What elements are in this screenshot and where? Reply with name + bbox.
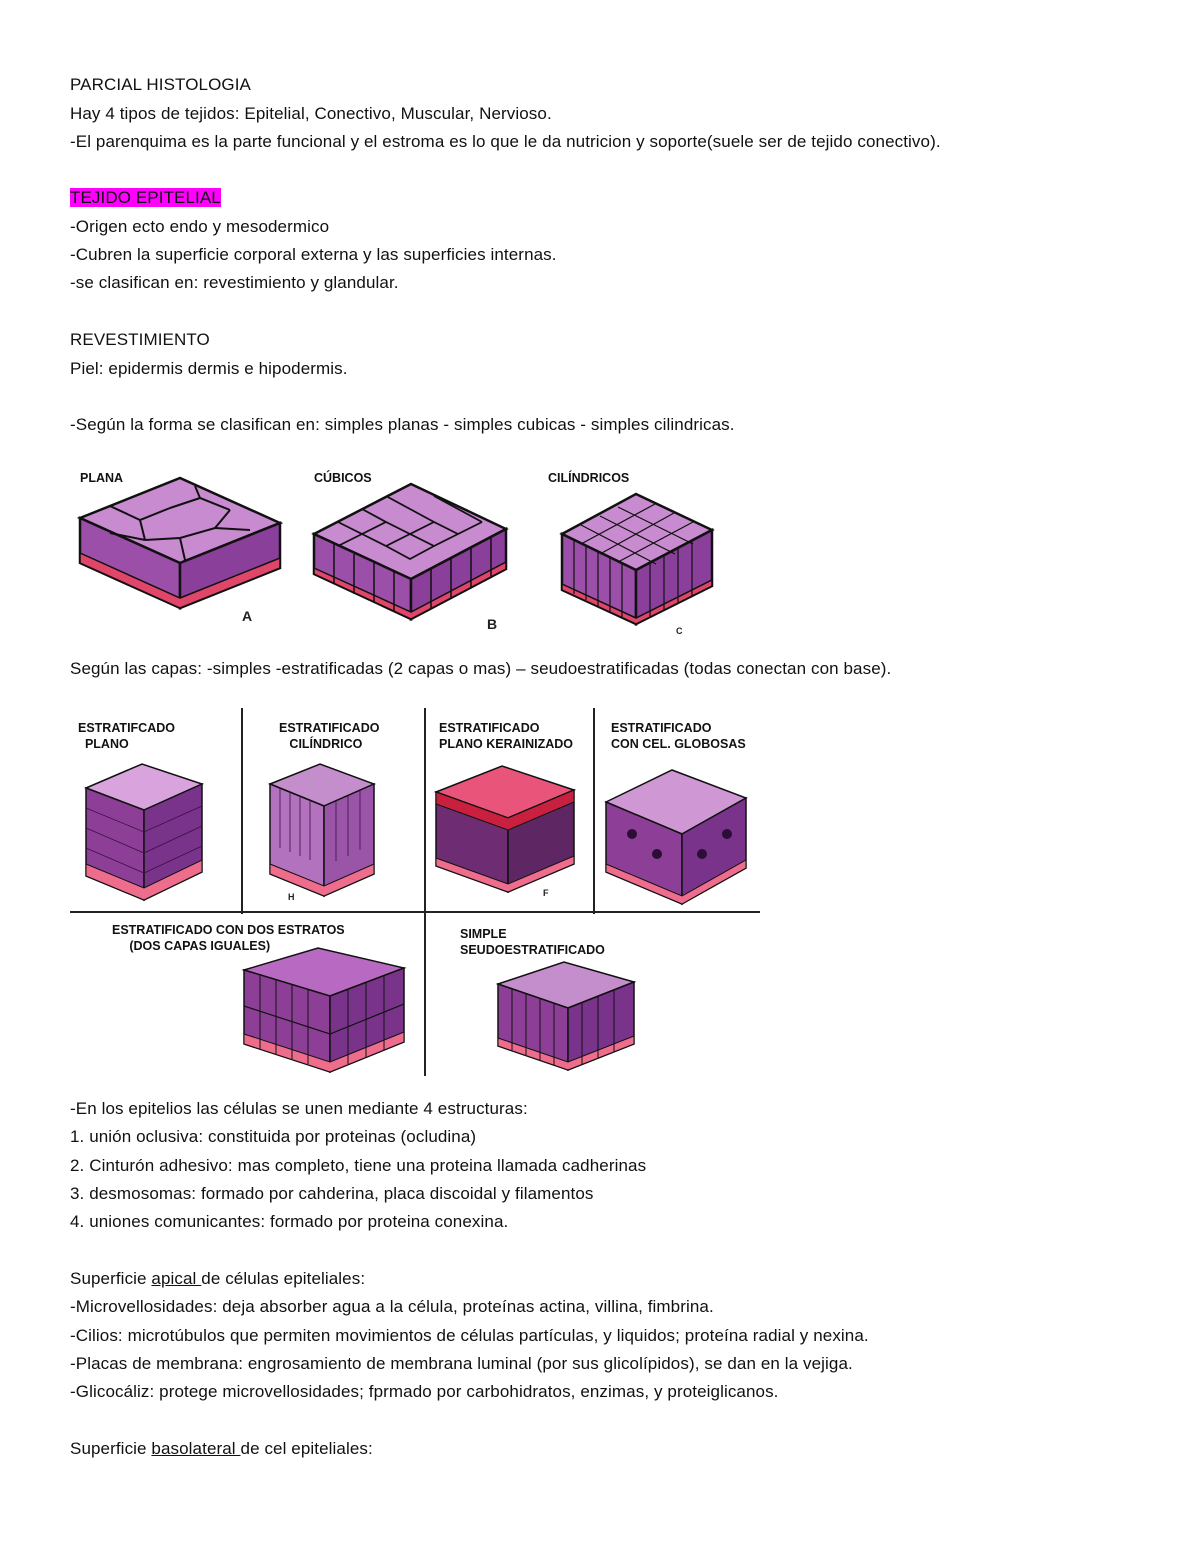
heading-text: Superficie: [70, 1269, 152, 1288]
figure-letter: C: [676, 626, 683, 636]
figure-label: ESTRATIFICADO CON DOS ESTRATOS (DOS CAPAS IGUALES): [112, 923, 345, 953]
tissue-block-cubicos: [306, 474, 526, 624]
text-line: -Según la forma se clasifican en: simples planas - simples cubicas - simples cilindricas.: [70, 415, 735, 434]
figure-label: SIMPLE SEUDOESTRATIFICADO: [460, 927, 605, 957]
figure-stratified-epithelia: [70, 708, 762, 1076]
subsection-heading-basolateral: [70, 1438, 373, 1460]
text-line: Hay 4 tipos de tejidos: Epitelial, Conectivo, Muscular, Nervioso.: [70, 104, 552, 123]
tissue-block-dos-estratos: [238, 944, 418, 1074]
tissue-block-estratificado-plano: [82, 758, 232, 908]
text-line: -Glicocáliz: protege microvellosidades; fprmado por carbohidratos, enzimas, y proteiglicanos.: [70, 1382, 779, 1401]
subsection-heading-apical: [70, 1268, 365, 1290]
figure-label: ESTRATIFICADO CON CEL. GLOBOSAS: [611, 721, 746, 751]
figure-letter: H: [288, 892, 295, 902]
highlighted-heading: TEJIDO EPITELIAL: [70, 188, 221, 207]
text-line: -Cubren la superficie corporal externa y las superficies internas.: [70, 245, 557, 264]
text-line: Piel: epidermis dermis e hipodermis.: [70, 359, 348, 378]
section-heading-revestimiento: REVESTIMIENTO: [70, 330, 210, 349]
text-line: Según las capas: -simples -estratificadas (2 capas o mas) – seudoestratificadas (todas conectan con base).: [70, 659, 892, 678]
heading-text: de células epiteliales:: [201, 1269, 366, 1288]
tissue-block-estratificado-cilindrico: [266, 762, 416, 912]
list-item: 2. Cinturón adhesivo: mas completo, tiene una proteina llamada cadherinas: [70, 1156, 647, 1175]
tissue-block-estratificado-queratinizado: [432, 762, 582, 912]
list-item: 1. unión oclusiva: constituida por proteinas (ocludina): [70, 1127, 477, 1146]
figure-letter: F: [543, 888, 549, 898]
text-line: -Origen ecto endo y mesodermico: [70, 217, 330, 236]
heading-text: Superficie: [70, 1439, 152, 1458]
tissue-block-seudoestratificado: [494, 958, 644, 1076]
figure-label: ESTRATIFICADO PLANO KERAINIZADO: [439, 721, 574, 751]
grid-divider: [593, 708, 595, 914]
list-item: 4. uniones comunicantes: formado por proteina conexina.: [70, 1212, 509, 1231]
section-heading-epitelial: [70, 187, 221, 209]
figure-label: CILÍNDRICOS: [548, 471, 630, 485]
heading-text: de cel epiteliales:: [240, 1439, 373, 1458]
text-line: -se clasifican en: revestimiento y glandular.: [70, 273, 399, 292]
figure-letter: B: [487, 616, 498, 632]
text-line: -Microvellosidades: deja absorber agua a la célula, proteínas actina, villina, fimbrina.: [70, 1297, 714, 1316]
grid-divider: [241, 708, 243, 914]
figure-simple-epithelia: [70, 460, 750, 640]
doc-title: PARCIAL HISTOLOGIA: [70, 75, 251, 94]
list-item: 3. desmosomas: formado por cahderina, placa discoidal y filamentos: [70, 1184, 594, 1203]
figure-label: PLANA: [80, 471, 124, 485]
tissue-block-estratificado-globosas: [602, 764, 752, 914]
text-line: -Cilios: microtúbulos que permiten movimientos de células partículas, y liquidos; proteína radial y nexina.: [70, 1326, 869, 1345]
figure-label: CÚBICOS: [314, 471, 372, 485]
figure-label: ESTRATIFCADO PLANO: [78, 721, 175, 751]
underlined-term: basolateral: [151, 1439, 241, 1458]
text-line: -Placas de membrana: engrosamiento de membrana luminal (por sus glicolípidos), se dan en la vejiga.: [70, 1354, 853, 1373]
tissue-block-plana: [70, 468, 290, 618]
underlined-term: apical: [151, 1269, 202, 1288]
text-line: -El parenquima es la parte funcional y el estroma es lo que le da nutricion y soporte(suele ser de tejido conectivo).: [70, 132, 941, 151]
figure-letter: A: [242, 608, 253, 624]
tissue-block-cilindricos: [556, 482, 736, 632]
figure-label: ESTRATIFICADO CILÍNDRICO: [279, 721, 380, 751]
grid-divider: [424, 708, 426, 1076]
text-line: -En los epitelios las células se unen mediante 4 estructuras:: [70, 1099, 528, 1118]
